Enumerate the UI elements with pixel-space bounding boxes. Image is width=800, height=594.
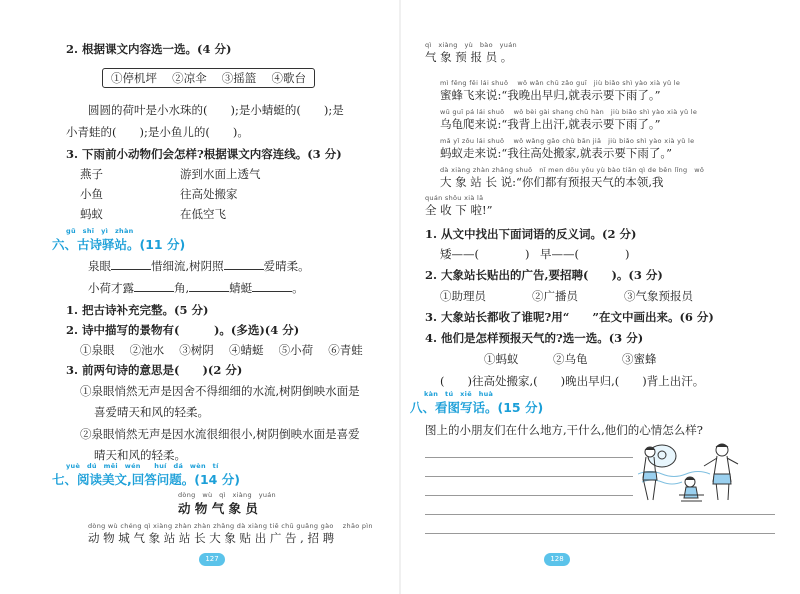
article-line-1-pinyin: dòng wù chéng qì xiàng zhàn zhàn zhǎng dà xiàng tiē chū guǎng gào zhāo pìn (88, 522, 373, 530)
article-title-pinyin: dòng wù qì xiàng yuán (178, 491, 276, 499)
rq1-title: 1. 从文中找出下面词语的反义词。(2 分) (425, 227, 637, 241)
article-title-block (178, 490, 276, 517)
p2-title: 2. 诗中描写的景物有( )。(多选)(4 分) (66, 323, 300, 337)
poem-blank-4[interactable] (189, 291, 229, 292)
article-line-end (425, 194, 492, 218)
writing-line-1[interactable] (425, 457, 633, 458)
p3-title: 3. 前两句诗的意思是( )(2 分) (66, 363, 243, 377)
rq2-options: ①助理员 ②广播员 ③气象预报员 (440, 289, 693, 303)
q2-options-box: ①停机坪 ②凉伞 ③摇篮 ④歌台 (102, 68, 315, 88)
writing-line-5[interactable] (425, 533, 775, 534)
poem-line-1 (88, 258, 310, 274)
poem-1b: 惜细流,树阴照 (151, 259, 224, 273)
q3-title: 3. 下雨前小动物们会怎样?根据课文内容连线。(3 分) (66, 147, 342, 161)
section-8-pinyin: kàn tú xiě huà (424, 390, 494, 398)
match-left-1: 燕子 (80, 167, 103, 181)
article-line-bee (440, 78, 680, 103)
poem-blank-5[interactable] (252, 291, 292, 292)
writing-line-2[interactable] (425, 476, 633, 477)
rq4-options: ①蚂蚁 ②乌龟 ③蜜蜂 (484, 352, 657, 366)
section-8-heading (410, 389, 543, 416)
article-line-elephant (440, 165, 704, 190)
p3-option-1a: ①泉眼悄然无声是因舍不得细细的水流,树阴倒映水面是 (80, 384, 360, 398)
p1-title: 1. 把古诗补充完整。(5 分) (66, 303, 209, 317)
poem-1a: 泉眼 (88, 259, 111, 273)
section-7-pinyin: yuè dú měi wén huí dá wèn tí (66, 462, 219, 470)
elephant-text: 大 象 站 长 说:“你们都有预报天气的本领,我 (440, 175, 664, 189)
elephant-pinyin: dà xiàng zhàn zhǎng shuō nǐ men dōu yǒu yù bào tiān qì de běn lǐng wǒ (440, 166, 705, 174)
end-pinyin: quán shōu xià lā (425, 194, 484, 202)
p3-option-2a: ②泉眼悄然无声是因水流很细很小,树阴倒映水面是喜爱 (80, 427, 360, 441)
section-6-title: 六、古诗驿站。(11 分) (52, 237, 186, 252)
section-6-pinyin: gǔ shī yì zhàn (66, 227, 134, 235)
rq2-title: 2. 大象站长贴出的广告,要招聘( )。(3 分) (425, 268, 663, 282)
article-head (425, 40, 517, 65)
match-right-3: 在低空飞 (180, 207, 226, 221)
poem-1c: 爱晴柔。 (263, 259, 310, 273)
poem-blank-2[interactable] (224, 269, 264, 270)
section-7-title: 七、阅读美文,回答问题。(14 分) (52, 472, 240, 487)
section-8-title: 八、看图写话。(15 分) (410, 400, 544, 415)
ant-text: 蚂蚁走来说:“我往高处搬家,就表示要下雨了。” (440, 146, 673, 160)
bee-text: 蜜蜂飞来说:“我晚出早归,就表示要下雨了。” (440, 88, 661, 102)
match-right-1: 游到水面上透气 (180, 167, 261, 181)
rq1-answer-a[interactable]: 矮——( ) (440, 247, 530, 261)
article-head-pinyin: qì xiàng yù bào yuán (425, 41, 517, 49)
rq4-fill-line: ( )往高处搬家,( )晚出早归,( )背上出汗。 (440, 374, 705, 388)
poem-blank-3[interactable] (134, 291, 174, 292)
poem-2a: 小荷才露 (88, 281, 134, 295)
article-title: 动 物 气 象 员 (178, 501, 258, 516)
right-page (400, 0, 800, 594)
poem-2c: 蜻蜓 (229, 281, 253, 295)
children-at-water-illustration (638, 438, 746, 504)
writing-line-3[interactable] (425, 495, 633, 496)
ant-pinyin: mǎ yǐ zǒu lái shuō wǒ wǎng gāo chù bān jiā jiù biǎo shì yào xià yǔ le (440, 137, 695, 145)
bee-pinyin: mì fēng fēi lái shuō wǒ wǎn chū zǎo guī jiù biǎo shì yào xià yǔ le (440, 79, 681, 87)
section-7-heading (52, 461, 240, 488)
article-line-ant (440, 136, 694, 161)
article-line-1-text: 动 物 城 气 象 站 站 长 大 象 贴 出 广 告 , 招 聘 (88, 531, 335, 545)
turtle-text: 乌龟爬来说:“我背上出汗,就表示要下雨了。” (440, 117, 661, 131)
rq1-answer-b[interactable]: 早——( ) (540, 247, 630, 261)
p3-option-1b: 喜爱晴天和风的轻柔。 (94, 405, 209, 419)
match-left-3: 蚂蚁 (80, 207, 103, 221)
article-line-1 (88, 521, 373, 546)
article-line-turtle (440, 107, 697, 132)
match-left-2: 小鱼 (80, 187, 103, 201)
end-text: 全 收 下 啦!” (425, 203, 493, 217)
section-6-heading (52, 226, 185, 253)
article-head-text: 气 象 预 报 员 。 (425, 50, 513, 64)
p3-option-2b: 晴天和风的轻柔。 (94, 448, 186, 462)
poem-2d: 。 (292, 281, 304, 295)
p2-options: ①泉眼 ②池水 ③树阴 ④蜻蜓 ⑤小荷 ⑥青蛙 (80, 343, 363, 357)
poem-blank-1[interactable] (111, 269, 151, 270)
rq4-title: 4. 他们是怎样预报天气的?选一选。(3 分) (425, 331, 644, 345)
rq3-title: 3. 大象站长都收了谁呢?用“ ”在文中画出来。(6 分) (425, 310, 714, 324)
writing-prompt: 图上的小朋友们在什么地方,干什么,他们的心情怎么样? (425, 423, 703, 437)
page-number-left: 127 (199, 553, 225, 566)
q2-title: 2. 根据课文内容选一选。(4 分) (66, 42, 232, 56)
writing-line-4[interactable] (425, 514, 775, 515)
match-right-2: 往高处搬家 (180, 187, 238, 201)
poem-2b: 角, (174, 281, 190, 295)
q2-sentence-2: 小青蛙的( );是小鱼儿的( )。 (66, 125, 249, 139)
poem-line-2 (88, 280, 304, 296)
turtle-pinyin: wū guī pá lái shuō wǒ bèi gài shang chū hàn jiù biǎo shì yào xià yǔ le (440, 108, 698, 116)
page-number-right: 128 (544, 553, 570, 566)
q2-sentence-1: 圆圆的荷叶是小水珠的( );是小蜻蜓的( );是 (88, 103, 344, 117)
